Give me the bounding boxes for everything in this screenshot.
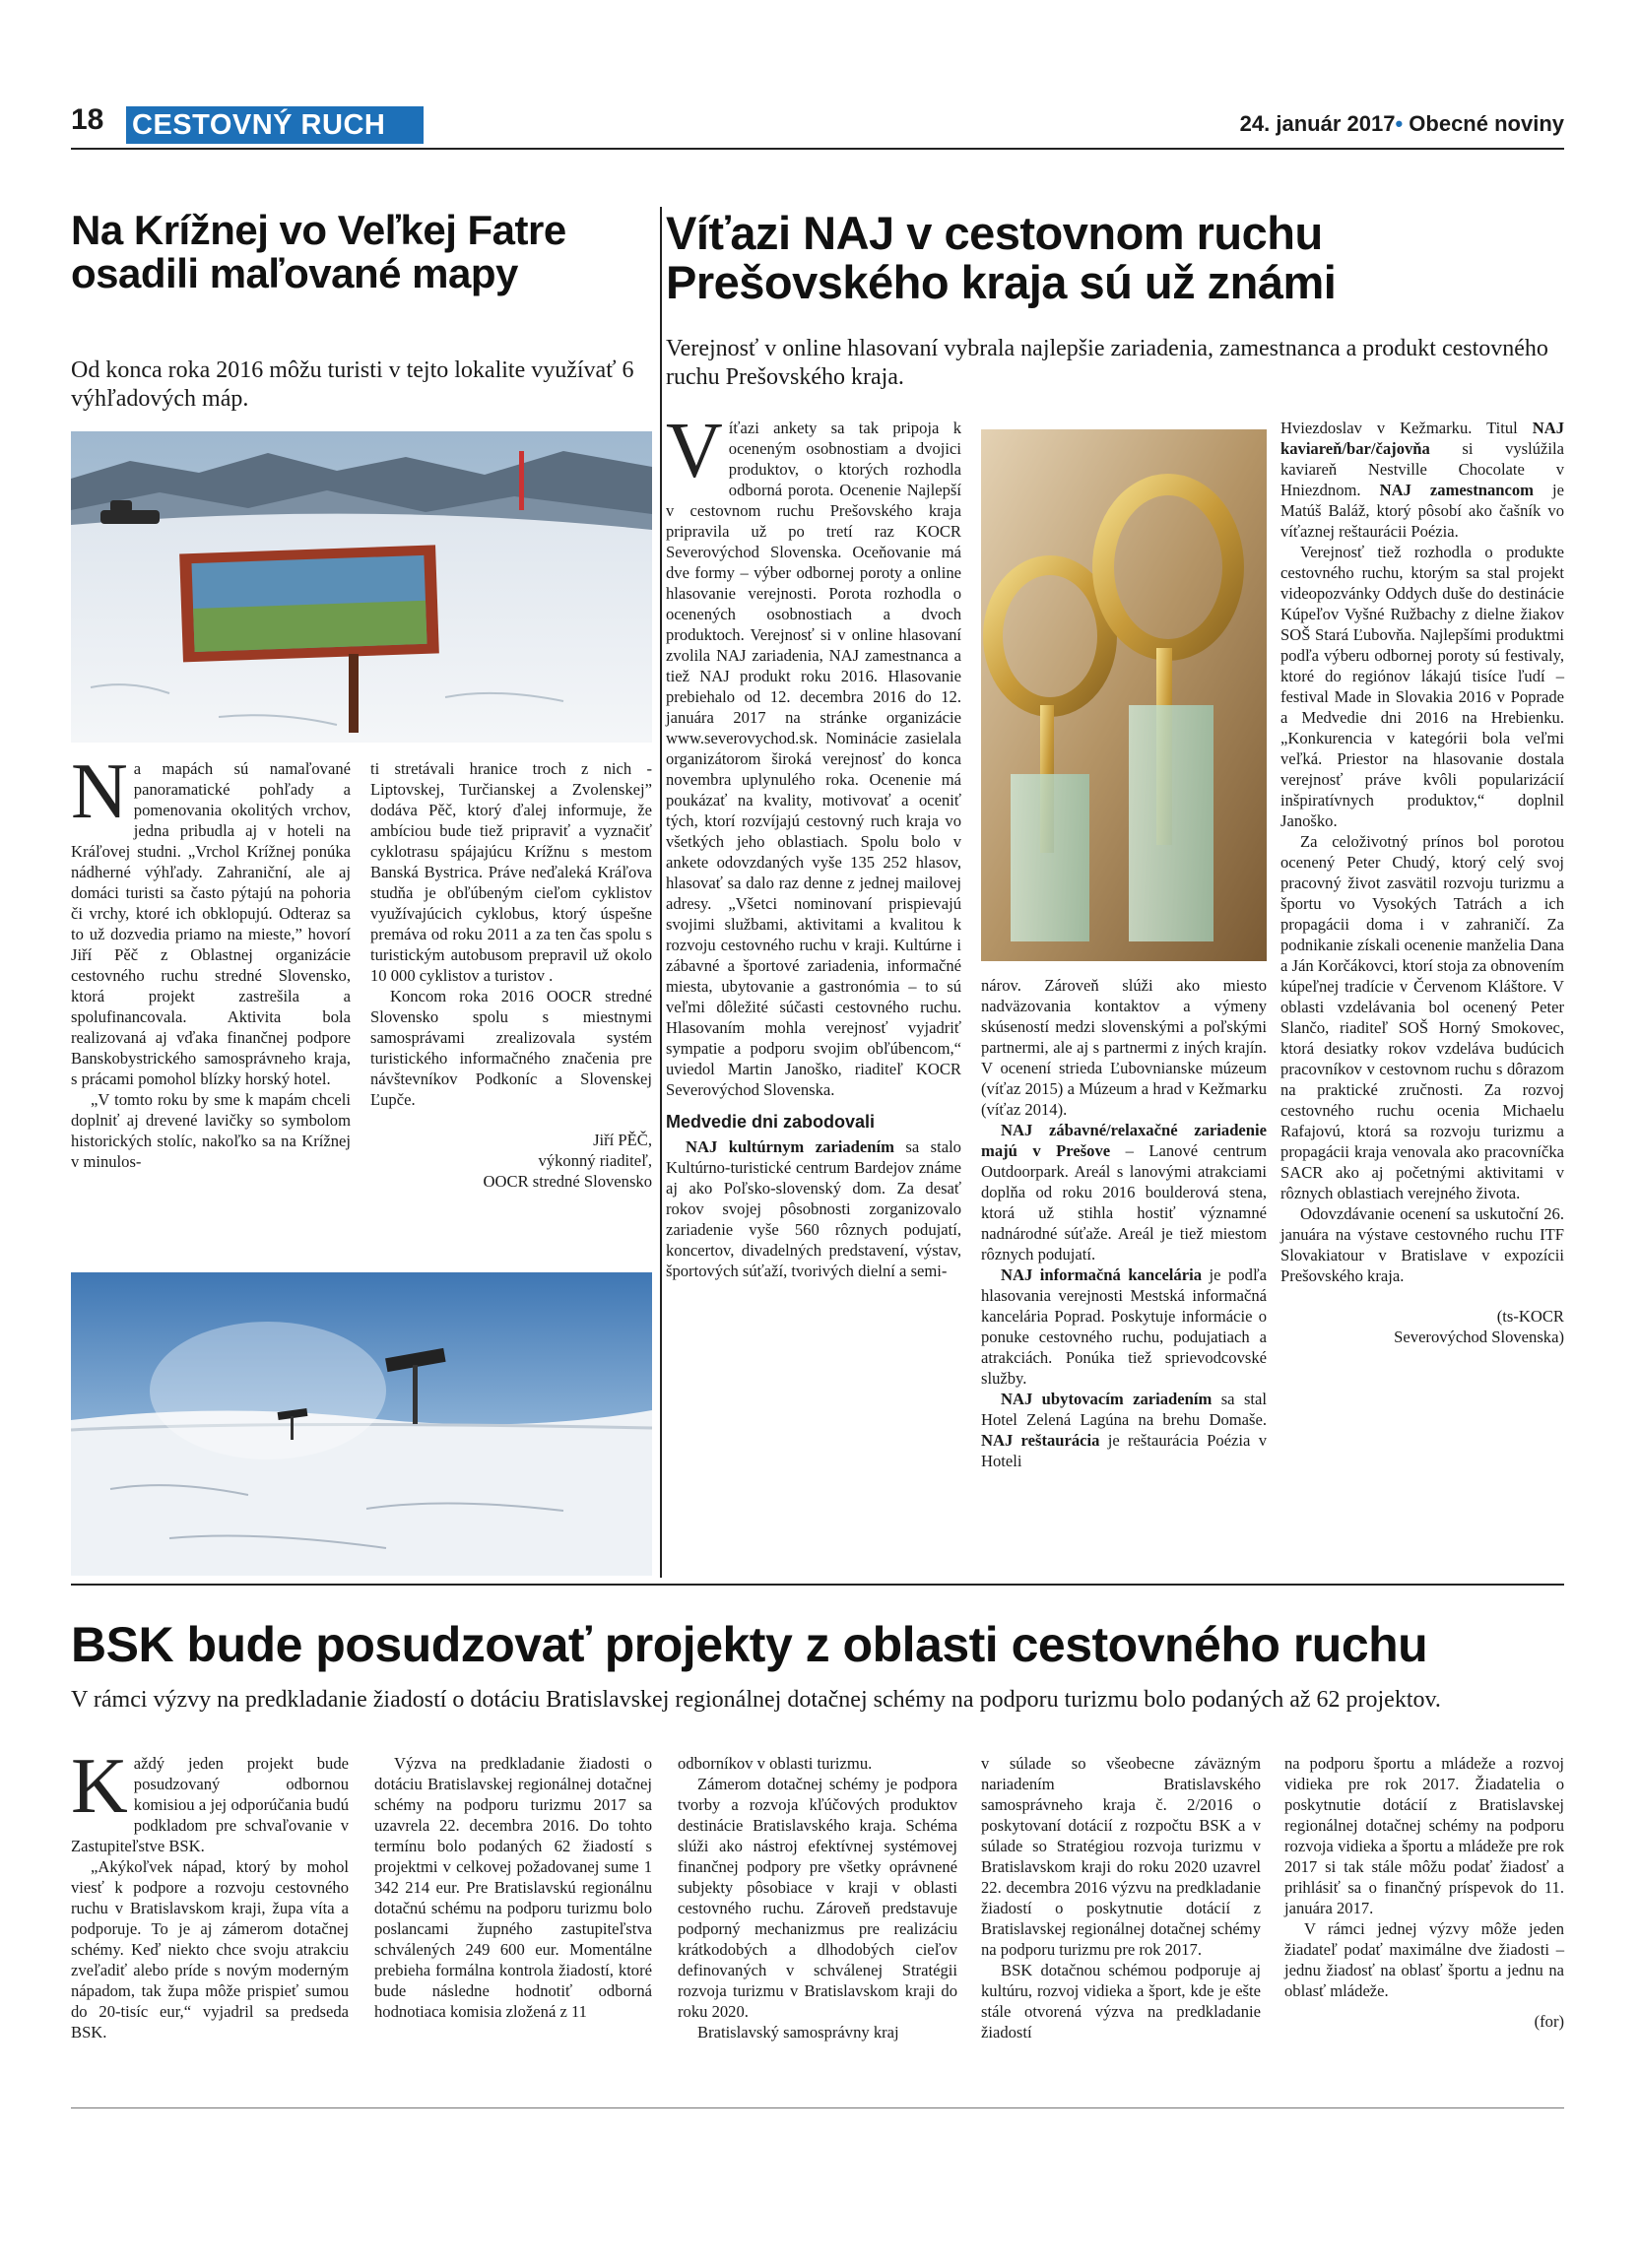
article2-title: Víťazi NAJ v cestovnom ruchu Prešovského kraja sú už známi bbox=[666, 207, 1337, 308]
article3-col2-p1: Výzva na predkladanie žiadosti o dotáciu Bratislavskej regionálnej dotačnej schémy na podporu turizmu 2017 sa uzavrela 22. decembra 2016. Do tohto termínu bolo podaných 62 žiadostí s projektmi v celkovej požadovanej sume 1 342 214 eur. Pre Bratislavskú regionálnu dotačnú schému na podporu turizmu bolo poslancami župného zastupiteľstva schválených 249 600 eur. Momentálne prebieha formálna kontrola žiadostí, ktoré bude následne hodnotiť odborná hodnotiaca komisia zložená z 11 bbox=[374, 1754, 652, 2021]
article3-col2 bbox=[374, 1753, 652, 2022]
article3-col5-p2: V rámci jednej výzvy môže jeden žiadateľ podať maximálne dve žiadosti – jednu žiadosť na oblasť športu a jednu na oblasť mládeže. bbox=[1284, 1919, 1564, 2000]
article2-naj-kulturne: NAJ kultúrnym zariadením bbox=[686, 1137, 894, 1156]
article3-col1 bbox=[71, 1743, 349, 2042]
page-number: 18 bbox=[71, 103, 104, 136]
article2-col2-p4-end: je reštaurácia Poézia v Hoteli bbox=[981, 1431, 1267, 1470]
publication-name: Obecné noviny bbox=[1409, 111, 1564, 136]
article1-sig2: výkonný riaditeľ, bbox=[538, 1151, 652, 1170]
article2-col2-p1: nárov. Zároveň slúži ako miesto nadväzovania kontaktov a výmeny skúseností medzi slovenskými a poľskými partnermi, ale aj s partnermi z iných krajín. V ocenení strieda Ľubovnianske múzeum (víťaz 2015) a Múzeum a hrad v Kežmarku (víťaz 2014). bbox=[981, 976, 1267, 1119]
article2-col3 bbox=[1280, 418, 1564, 1347]
article2-col3-p3: Za celoživotný prínos bol porotou ocenený Peter Chudý, ktorý celý svoj pracovný život zasvätil rozvoju turizmu a športu vo Vysokých Tatrách a ich propagácii doma i v zahraničí. Za podnikanie získali ocenenie manželia Dana a Ján Korčákovci, ktorí stoja za obnovením kúpeľnej tradície v Červenom Kláštore. V oblasti vzdelávania bol ocenený Peter Slančo, riaditeľ SOŠ Horný Smokovec, ktorá desiatky rokov vzdeláva budúcich pracovníkov v cestovnom ruchu s dôrazom na praktické zručnosti. Za rozvoj cestovného ruchu ocenia Michaelu Rafajovú, ktorá sa rozvoju turizmu a propagácii kraja venovala ako pracovníčka SACR ako aj početnými aktivitami v rôznych oblastiach verejného života. bbox=[1280, 832, 1565, 1202]
article2-col3-p1c: je Matúš Baláž, ktorý pôsobí ako čašník vo víťaznej reštaurácii Poézia. bbox=[1280, 481, 1564, 541]
article2-subhead: Medvedie dni zabodovali bbox=[666, 1112, 876, 1132]
header-rule bbox=[71, 148, 1564, 150]
section-label: CESTOVNÝ RUCH bbox=[126, 106, 424, 144]
article2-col3-p4: Odovzdávanie ocenení sa uskutoční 26. januára na výstave cestovného ruchu ITF Slovakiatour v Bratislave v expozícii Prešovského kraja. bbox=[1280, 1204, 1564, 1285]
article1-sig1: Jiří PĚČ, bbox=[593, 1131, 652, 1149]
dropcap-k: K bbox=[71, 1743, 128, 1830]
trophy-photo bbox=[981, 429, 1267, 961]
article1-title: Na Krížnej vo Veľkej Fatre osadili maľované mapy bbox=[71, 207, 566, 296]
article2-col2-p3: je podľa hlasovania verejnosti Mestská informačná kancelária Poprad. Poskytuje informácie o ponuke cestovného ruchu, podujatiach a atrakciách. Ponúka tiež sprievodcovské služby. bbox=[981, 1265, 1267, 1388]
snowy-summit-photo bbox=[71, 1272, 652, 1576]
footer-rule bbox=[71, 2107, 1564, 2108]
article3-col5-p1: na podporu športu a mládeže a rozvoj vidieka pre rok 2017. Žiadatelia o poskytnutie dotácií z Bratislavskej regionálnej dotačnej schémy na podporu rozvoja vidieka a športu a mládeže pre rok 2017 si tak stále môžu podať žiadosť a prihlásiť sa o finančný príspevok do 11. januára 2017. bbox=[1284, 1754, 1564, 1917]
article3-col5 bbox=[1284, 1753, 1564, 2032]
article3-col4-p2: BSK dotačnou schémou podporuje aj kultúru, rozvoj vidieka a šport, kde je ešte stále otvorená výzva na predkladanie žiadostí bbox=[981, 1961, 1261, 2041]
article2-lead: Verejnosť v online hlasovaní vybrala najlepšie zariadenia, zamestnanca a produkt cestovného ruchu Prešovského kraja. bbox=[666, 336, 1548, 390]
article3-col4 bbox=[981, 1753, 1261, 2042]
article2-naj-kaviaren: NAJ kaviareň/bar/čajovňa bbox=[1280, 419, 1564, 458]
column-divider bbox=[660, 207, 662, 1578]
article2-col3-p1a: Hviezdoslav v Kežmarku. Titul bbox=[1280, 419, 1533, 437]
article1-col1-p2: „V tomto roku by sme k mapám chceli doplniť aj drevené lavičky so symbolom historických stolíc, nakoľko sa na Krížnej v minulos- bbox=[71, 1090, 351, 1171]
article2-col1-text: íťazi ankety sa tak pripoja k oceneným osobnostiam a dvojici produktov, o ktorých rozhodla odborná porota. Ocenenie Najlepší v cestovnom ruchu Prešovského kraja pripravila už po tretí raz KOCR Severovýchod Slovenska. Oceňovanie má dve formy – výber odbornej poroty a online hlasovanie verejnosti. Porota rozhodla o ocenených osobnostiach a dvoch produktoch. Verejnosť si v online hlasovaní zvolila NAJ zariadenia, NAJ zamestnanca a tiež NAJ produkt roku 2016. Hlasovanie prebiehalo od 12. decembra 2016 do 12. januára 2017 na stránke organizácie www.severovychod.sk. Nominácie zasielala organizátorom široká verejnosť do konca novembra uplynulého roka. Ocenenie má poukázať na kvality, motivovať a oceniť tých, ktorí rozvíjajú cestovný ruch kraja vo všetkých jeho oblastiach. Spolu bolo v ankete odovzdaných vyše 135 252 hlasov, hlasovať sa dalo raz denne z jednej mailovej adresy. „Všetci nominovaní prispievajú svojimi službami, aktivitami a kvalitou k rozvoju cestovného ruchu v kraji. Kultúrne i zábavné a športové zariadenia, informačné miesta, ubytovanie a gastronómia – to sú veľmi dôležité súčasti cestovného ruchu. Hlasovaním mohla verejnosť vyjadriť sympatie a podporu svojim obľúbencom,“ uviedol Martin Janoško, riaditeľ KOCR Severovýchod Slovenska. bbox=[666, 419, 961, 1099]
article1-col1-text: a mapách sú namaľované panoramatické pohľady a pomenovania okolitých vrchov, jedna pribudla aj v hoteli na Kráľovej studni. „Vrchol Krížnej ponúka nádherné výhľady. Zahraniční, ale aj domáci turisti sa často pýtajú na pohoria či vrchy, ktoré ich obklopujú. Odteraz sa to už dozvedia priamo na mieste,” hovorí Jiří Pěč z Oblastnej organizácie cestovného ruchu stredné Slovensko, ktorá projekt zastrešila a spolufinancovala. Aktivita bola realizovaná aj vďaka finančnej podpore Banskobystrického samosprávneho kraja, s prácami pomohol blízky horský hotel. bbox=[71, 759, 351, 1088]
bullet: • bbox=[1395, 111, 1404, 136]
article2-naj-zamestnanec: NAJ zamestnancom bbox=[1379, 481, 1534, 499]
article2-col3-p2: Verejnosť tiež rozhodla o produkte cestovného ruchu, ktorým sa stal projekt videopozvánky Oddych duše do destinácie Kúpeľov Vyšné Ružbachy z dielne žiakov SOŠ Stará Ľubovňa. Najlepšími produktmi podľa výberu odbornej poroty sú festivaly, ktoré do regiónov lákajú tisíce ľudí – festival Made in Slovakia 2016 v Poprade a Medvedie dni 2016 na Hrebienku. „Konkurencia v kategórii bola veľmi veľká. Priestor na hlasovanie dostala verejnosť práve kvôli popularizácií inšpiratívnych produktov,“ doplnil Janoško. bbox=[1280, 543, 1564, 830]
article1-col2 bbox=[370, 758, 652, 1192]
article3-col3 bbox=[678, 1753, 957, 2042]
dropcap-n: N bbox=[71, 748, 128, 835]
article2-naj-zabavne: NAJ zábavné/relaxačné zariadenie majú v Prešove bbox=[981, 1121, 1267, 1160]
article3-col3-p2: Zámerom dotačnej schémy je podpora tvorby a rozvoja kľúčových produktov destinácie Bratislavského kraja. Schéma slúži ako nástroj efektívnej systémovej finančnej podpory pre všetky oprávnené subjekty pôsobiace v kraji v oblasti cestovného ruchu. Zároveň predstavuje podporný mechanizmus pre realizáciu krátkodobých a dlhodobých cieľov definovaných v schválenej Stratégii rozvoja turizmu v Bratislavskom kraji do roku 2020. bbox=[678, 1775, 957, 2021]
article1-col2-p2: Koncom roka 2016 OOCR stredné Slovensko spolu s miestnymi samosprávami zrealizovala systém turistického informačného značenia pre návštevníkov Podkoníc a Slovenskej Ľupče. bbox=[370, 987, 652, 1109]
article3-col3-p1: odborníkov v oblasti turizmu. bbox=[678, 1754, 873, 1773]
article3-col1-p2: „Akýkoľvek nápad, ktorý by mohol viesť k podpore a rozvoju cestovného ruchu v Bratislavskom kraji, župa víta a podporuje. To je aj zámerom dotačnej schémy. Keď niekto chce svoju atrakciu zveľadiť alebo príde s novým moderným nápadom, tak župa môže prispieť sumou do 20-tisíc eur,“ vyjadril sa predseda BSK. bbox=[71, 1857, 349, 2041]
article1-col1 bbox=[71, 748, 351, 1172]
article2-naj-restauracia: NAJ reštaurácia bbox=[981, 1431, 1100, 1450]
article1-lead: Od konca roka 2016 môžu turisti v tejto lokalite využívať 6 výhľadových máp. bbox=[71, 357, 634, 412]
mountain-map-photo bbox=[71, 431, 652, 743]
dropcap-v: V bbox=[666, 408, 723, 494]
article3-col4-p1: v súlade so všeobecne záväzným nariadením Bratislavského samosprávneho kraja č. 2/2016 o poskytovaní dotácií z rozpočtu BSK a v súlade so Stratégiou rozvoja turizmu v Bratislavskom kraji do roku 2020 uzavrel 22. decembra 2016 výzvu na predkladanie žiadostí o poskytnutie dotácií z Bratislavskej regionálnej dotačnej schémy na podporu turizmu pre rok 2017. bbox=[981, 1754, 1261, 1959]
article1-col2-p1: ti stretávali hranice troch z nich - Liptovskej, Turčianskej a Zvolenskej” dodáva Pěč, ktorý ďalej informuje, že ambíciou bude tiež pripraviť a vyznačiť cyklotrasu spájajúcu Krížnu s mestom Banská Bystrica. Práve neďaleká Kráľova studňa je obľúbeným cieľom cyklistov využívajúcich cyklobus, ktorý úspešne premáva od roku 2011 a za ten čas spolu s turistickým autobusom prepravil už okolo 10 000 cyklistov a turistov . bbox=[370, 759, 652, 985]
article3-top-rule bbox=[71, 1584, 1564, 1586]
article2-col2-p2: – Lanové centrum Outdoorpark. Areál s lanovými atrakciami doplňa od roku 2016 boulderová stena, ktorá už stihla hostiť významné nadnárodné súťaže. Areál je tiež miestom rôznych podujatí. bbox=[981, 1141, 1267, 1264]
article3-lead: V rámci výzvy na predkladanie žiadostí o dotáciu Bratislavskej regionálnej dotačnej schémy na podporu turizmu bolo podaných až 62 projektov. bbox=[71, 1687, 1441, 1713]
article2-naj-info: NAJ informačná kancelária bbox=[1001, 1265, 1202, 1284]
article1-sig3: OOCR stredné Slovensko bbox=[483, 1172, 652, 1191]
article3-title: BSK bude posudzovať projekty z oblasti cestovného ruchu bbox=[71, 1617, 1428, 1672]
article2-col2-p4: sa stal Hotel Zelená Lagúna na brehu Domaše. bbox=[981, 1390, 1267, 1429]
article2-col3-p1b: si vyslúžila kaviareň Nestville Chocolate v Hniezdnom. bbox=[1280, 439, 1564, 499]
issue-date: 24. január 2017 bbox=[1239, 111, 1396, 136]
article2-sig1: (ts-KOCR bbox=[1496, 1307, 1564, 1326]
article2-col2 bbox=[981, 975, 1267, 1471]
article3-sig: (for) bbox=[1534, 2012, 1564, 2031]
issue-info bbox=[1083, 110, 1564, 138]
article3-col3-p3: Bratislavský samosprávny kraj bbox=[697, 2023, 899, 2041]
article2-sig2: Severovýchod Slovenska) bbox=[1394, 1328, 1564, 1346]
article3-col1-text: aždý jeden projekt bude posudzovaný odbornou komisiou a jej odporúčania budú podkladom pre schvaľovanie v Zastupiteľstve BSK. bbox=[71, 1754, 349, 1855]
article2-col1-p2: sa stalo Kultúrno-turistické centrum Bardejov známe aj ako Poľsko-slovenský dom. Za desať rokov svojej pôsobnosti zorganizovalo zariadenie vyše 560 rôznych podujatí, koncertov, divadelných predstavení, výstav, športových súťaží, tvorivých dielní a semi- bbox=[666, 1137, 961, 1280]
article2-naj-ubytovanie: NAJ ubytovacím zariadením bbox=[1001, 1390, 1213, 1408]
article2-col1 bbox=[666, 408, 961, 1281]
